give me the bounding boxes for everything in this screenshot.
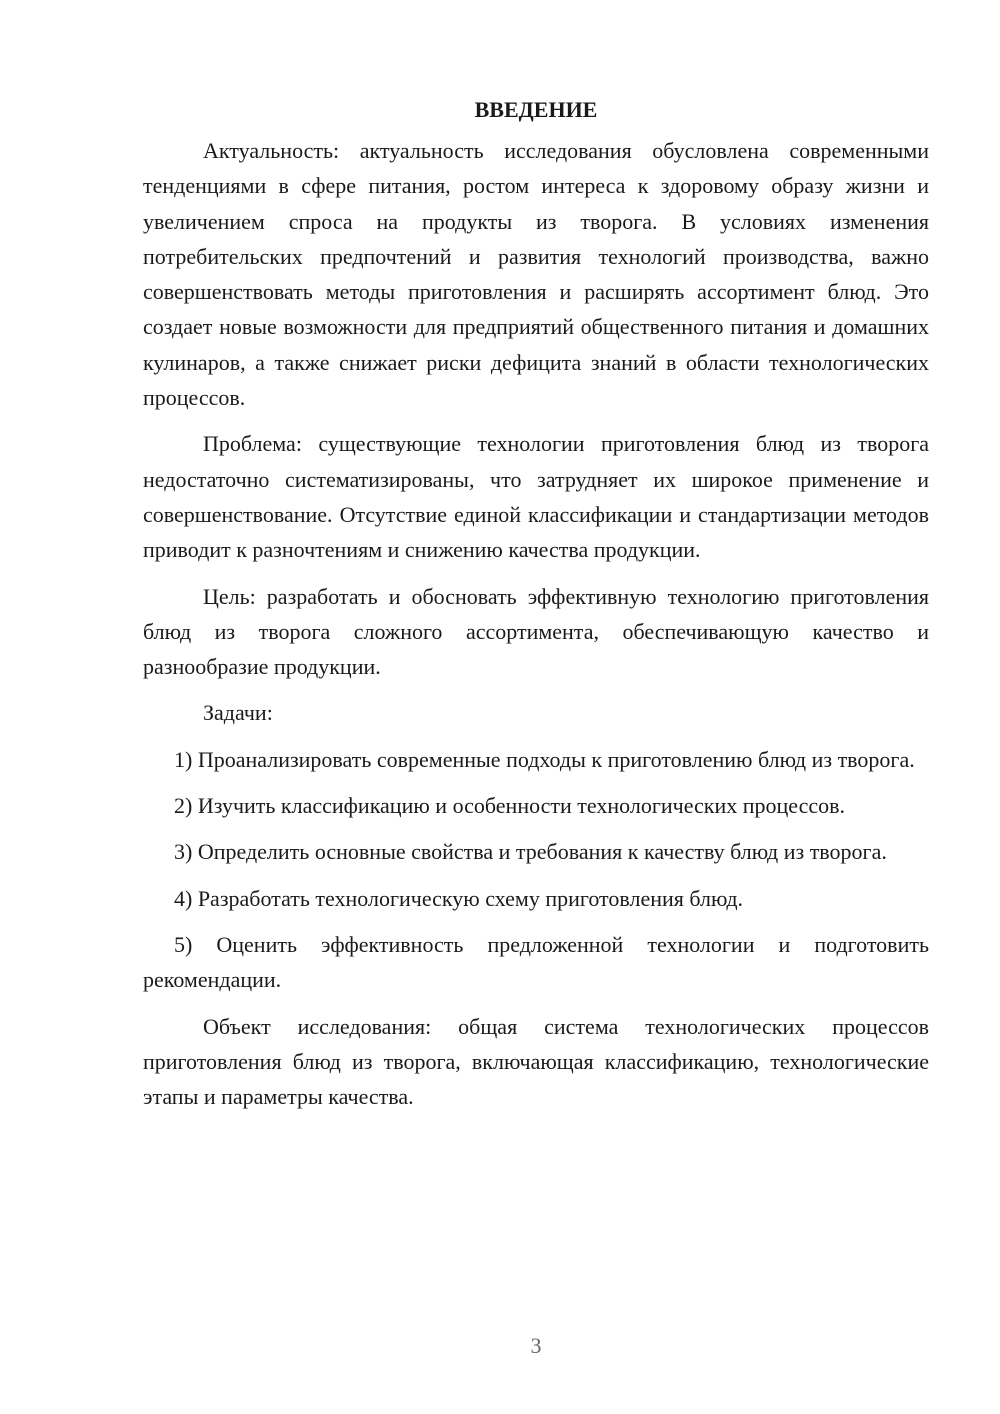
relevance-paragraph: Актуальность: актуальность исследования обусловлена современными тенденциями в сфере питания, ростом интереса к здоровому образу жизни и увеличением спроса на продукты из творога. В условиях изменения потребительских предпочтений и развития технологий производства, важно совершенствовать методы приготовления и расширять ассортимент блюд. Это создает новые возможности для предприятий общественного питания и домашних кулинаров, а также снижает риски дефицита знаний в области технологических процессов.: [143, 138, 929, 411]
goal-paragraph: Цель: разработать и обосновать эффективную технологию приготовления блюд из творога сложного ассортимента, обеспечивающую качество и разнообразие продукции.: [143, 583, 929, 680]
task-item: 2) Изучить классификацию и особенности технологических процессов.: [174, 793, 846, 819]
tasks-title: Задачи:: [203, 700, 273, 726]
task-item: 1) Проанализировать современные подходы к приготовлению блюд из творога.: [174, 746, 915, 772]
section-heading: ВВЕДЕНИЕ: [474, 97, 598, 122]
page-number: 3: [530, 1333, 542, 1358]
task-item: 5) Оценить эффективность предложенной технологии и подготовить рекомендации.: [143, 931, 929, 993]
page-content: [143, 92, 929, 1125]
task-item: 3) Определить основные свойства и требования к качеству блюд из творога.: [174, 839, 887, 865]
problem-paragraph: Проблема: существующие технологии приготовления блюд из творога недостаточно систематизированы, что затрудняет их широкое применение и совершенствование. Отсутствие единой классификации и стандартизации методов приводит к разночтениям и снижению качества продукции.: [143, 431, 929, 563]
task-item: 4) Разработать технологическую схему приготовления блюд.: [174, 885, 744, 911]
object-paragraph: Объект исследования: общая система технологических процессов приготовления блюд из творога, включающая классификацию, технологические этапы и параметры качества.: [143, 1013, 929, 1110]
